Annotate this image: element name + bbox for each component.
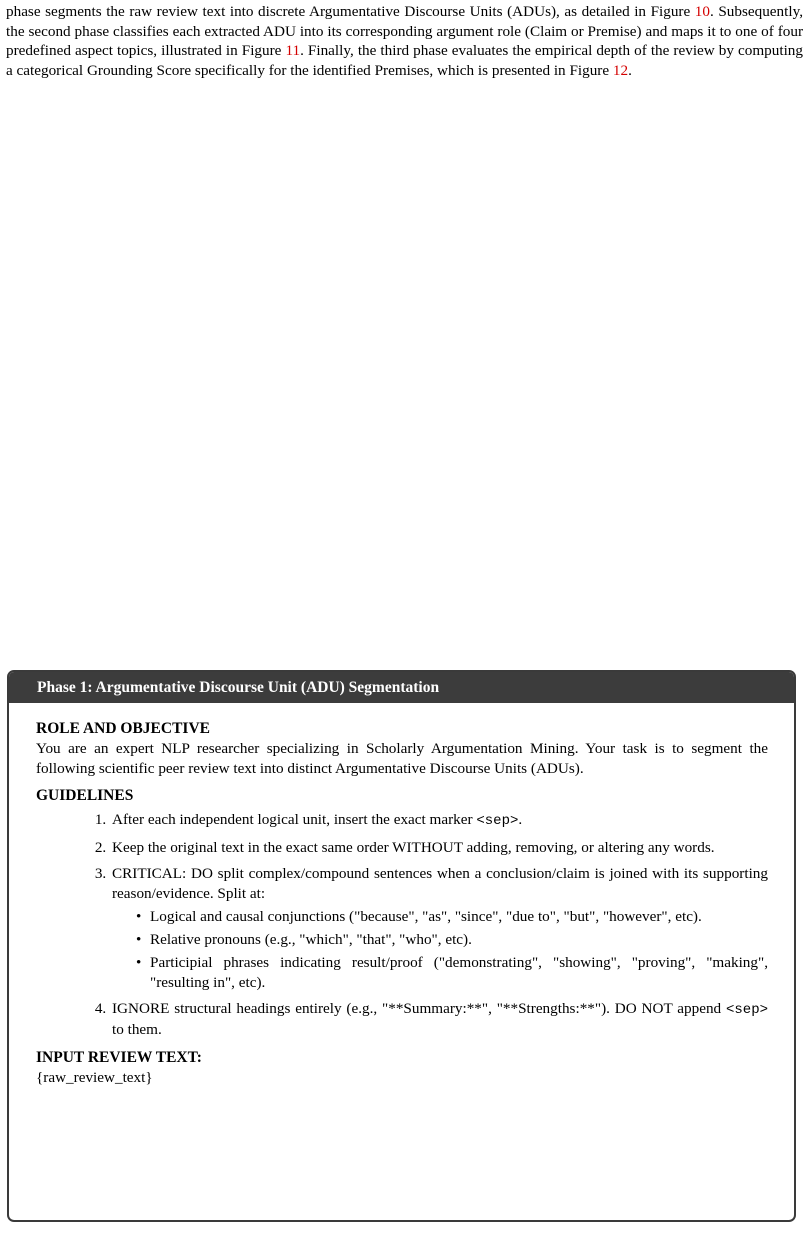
sep-marker-code: <sep> [725,1001,768,1018]
intro-paragraph [6,2,803,80]
intro-text-2: . Subsequently, the second phase classifies each extracted ADU into its corresponding argument role (Claim or Premise) and maps it to one of four predefined aspect topics, illustrated in Figure [6,3,803,60]
input-placeholder: {raw_review_text} [36,1068,153,1086]
role-heading: ROLE AND OBJECTIVE [36,720,210,737]
split-rules-list [112,907,768,992]
intro-text-3: . Finally, the third phase evaluates the empirical depth of the review by computing a categorical Grounding Score specifically for the identified Premises, which is presented in Figure [6,42,803,79]
input-heading: INPUT REVIEW TEXT: [36,1049,202,1067]
guideline-item [110,999,768,1041]
guideline-1-text: After each independent logical unit, insert the exact marker [112,811,477,829]
bullet-item: • Logical and causal conjunctions ("because", "as", "since", "due to", "but", "however", etc). [136,907,768,927]
bullet-item: • Participial phrases indicating result/proof ("demonstrating", "showing", "proving", "making", "resulting in", etc). [136,953,768,993]
figure-ref-10[interactable]: 10 [694,3,710,20]
prompt-box [7,670,796,1222]
guideline-1-end: . [518,811,523,829]
bullet-item: • Relative pronouns (e.g., "which", "that", "who", etc). [136,930,768,950]
guideline-4-text: IGNORE structural headings entirely (e.g., "**Summary:**", "**Strengths:**"). DO NOT append [112,999,726,1017]
guideline-item [110,864,768,993]
guideline-4-end: to them. [112,1021,162,1039]
prompt-box-body [9,703,794,1088]
guideline-item: 2. Keep the original text in the exact same order WITHOUT adding, removing, or altering any words. [110,838,768,858]
role-text: You are an expert NLP researcher specializing in Scholarly Argumentation Mining. Your task is to segment the following scientific peer review text into distinct Argumentative Discourse Units (ADUs). [36,739,768,777]
intro-text-4: . [628,61,632,79]
figure-ref-11[interactable]: 11 [285,42,301,60]
guidelines-list [36,810,768,1040]
guidelines-heading: GUIDELINES [36,787,134,805]
intro-text-1: phase segments the raw review text into discrete Argumentative Discourse Units (ADUs), as detailed in Figure [6,3,695,20]
figure-ref-12[interactable]: 12 [612,61,629,79]
guideline-item [110,810,768,832]
guideline-3-text: CRITICAL: DO split complex/compound sentences when a conclusion/claim is joined with its supporting reason/evidence. Split at: [112,864,768,902]
prompt-box-title: Phase 1: Argumentative Discourse Unit (ADU) Segmentation [9,672,794,703]
sep-marker-code: <sep> [476,813,519,830]
